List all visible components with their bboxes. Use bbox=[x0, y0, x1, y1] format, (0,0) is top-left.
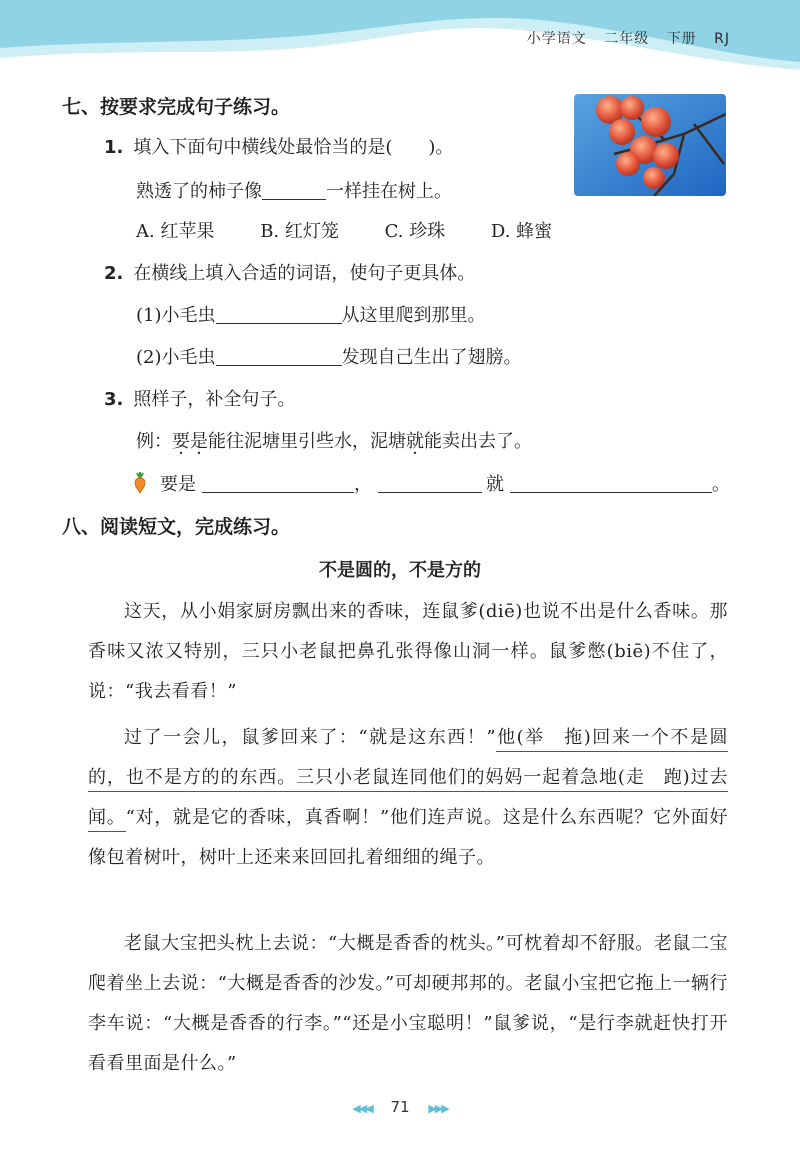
section7-title: 七、按要求完成句子练习。 bbox=[62, 96, 291, 118]
q3-blank-3[interactable] bbox=[510, 474, 712, 493]
q3-fill-yaoshi: 要是 bbox=[160, 474, 196, 495]
page-number: 71 bbox=[390, 1098, 410, 1116]
story-paragraph-3: 老鼠大宝把头枕上去说：“大概是香香的枕头。”可枕着却不舒服。老鼠二宝爬着坐上去说：“大概是香香的沙发。”可却硬邦邦的。老鼠小宝把它拖上一辆行李车说：“大概是香香的行李。”“还是小宝聪明！”鼠爹说，“是行李就赶快打开看看里面是什么。” bbox=[88, 933, 728, 1074]
prev-arrows-icon: ◀◀◀ bbox=[352, 1102, 372, 1115]
q2-item1-pre: (1)小毛虫 bbox=[136, 305, 216, 326]
q3-example-end: 能卖出去了。 bbox=[424, 431, 532, 452]
q1-stem bbox=[104, 136, 453, 160]
q2-item2-pre: (2)小毛虫 bbox=[136, 347, 216, 368]
q2-stem bbox=[104, 262, 475, 286]
q3-blank-1[interactable] bbox=[202, 474, 354, 493]
q1-sentence-pre: 熟透了的柿子像 bbox=[136, 181, 262, 202]
q3-blank-2[interactable] bbox=[378, 474, 482, 493]
q3-example-mid: 能往泥塘里引些水，泥塘 bbox=[208, 431, 406, 452]
story-paragraph-2 bbox=[88, 718, 728, 878]
q2-item2 bbox=[136, 346, 522, 370]
section8-title: 八、阅读短文，完成练习。 bbox=[62, 516, 291, 538]
q1-number: 1. bbox=[104, 137, 124, 158]
q3-example-label: 例： bbox=[136, 431, 172, 452]
q1-options bbox=[136, 220, 592, 244]
q1-option-d[interactable]: D. 蜂蜜 bbox=[490, 221, 553, 242]
header-info bbox=[515, 28, 730, 48]
q3-example-yao: 要 bbox=[172, 431, 190, 452]
q3-stem bbox=[104, 388, 295, 412]
q1-sentence-post: 一样挂在树上。 bbox=[326, 181, 452, 202]
next-arrows-icon: ▶▶▶ bbox=[428, 1102, 448, 1115]
q3-fill-comma: ， bbox=[354, 474, 372, 495]
story-title: 不是圆的，不是方的 bbox=[319, 560, 481, 581]
q1-sentence bbox=[136, 180, 452, 204]
q2-item2-post: 发现自己生出了翅膀。 bbox=[341, 347, 522, 368]
q2-item1-blank[interactable] bbox=[216, 305, 342, 324]
q2-item1-post: 从这里爬到那里。 bbox=[341, 305, 486, 326]
q3-stem-text: 照样子，补全句子。 bbox=[133, 389, 296, 410]
carrot-icon bbox=[130, 472, 150, 494]
page-footer bbox=[0, 1098, 800, 1116]
q2-stem-text: 在横线上填入合适的词语，使句子更具体。 bbox=[133, 263, 476, 284]
q3-fill-jiu: 就 bbox=[486, 474, 504, 495]
story-p2-underlined[interactable]: 他(举 拖)回来一个不是圆的，也不是方的的东西。三只小老鼠连同他们的妈妈一起着急地(走 跑)过去闻。 bbox=[88, 727, 728, 832]
story-paragraph-1: 这天，从小娟家厨房飘出来的香味，连鼠爹(diē)也说不出是什么香味。那香味又浓又特别，三只小老鼠把鼻孔张得像山洞一样。鼠爹憋(biē)不住了，说：“我去看看！” bbox=[88, 601, 728, 702]
q1-option-b[interactable]: B. 红灯笼 bbox=[260, 221, 339, 242]
q2-item1 bbox=[136, 304, 486, 328]
q3-example bbox=[136, 430, 532, 454]
q3-fill-end: 。 bbox=[712, 474, 730, 495]
persimmon-photo bbox=[574, 94, 726, 196]
q2-number: 2. bbox=[104, 263, 124, 284]
q3-example-shi: 是 bbox=[190, 431, 208, 452]
story-p2-end: “对，就是它的香味，真香啊！”他们连声说。这是什么东西呢？它外面好像包着树叶，树叶上还来来回回扎着细细的绳子。 bbox=[88, 807, 728, 868]
header-grade: 二年级 bbox=[604, 31, 650, 47]
header-volume: 下册 bbox=[666, 31, 697, 47]
header-edition: RJ bbox=[714, 31, 730, 47]
story-p2-start: 过了一会儿，鼠爹回来了：“就是这东西！” bbox=[124, 727, 497, 748]
q1-option-c[interactable]: C. 珍珠 bbox=[384, 221, 446, 242]
q1-blank[interactable] bbox=[262, 181, 326, 200]
q3-example-jiu: 就 bbox=[406, 431, 424, 452]
q3-fill bbox=[130, 472, 730, 497]
q1-stem-text: 填入下面句中横线处最恰当的是( )。 bbox=[133, 137, 454, 158]
q3-number: 3. bbox=[104, 389, 124, 410]
q1-option-a[interactable]: A. 红苹果 bbox=[136, 221, 215, 242]
q2-item2-blank[interactable] bbox=[216, 347, 342, 366]
header-subject: 小学语文 bbox=[526, 31, 587, 47]
